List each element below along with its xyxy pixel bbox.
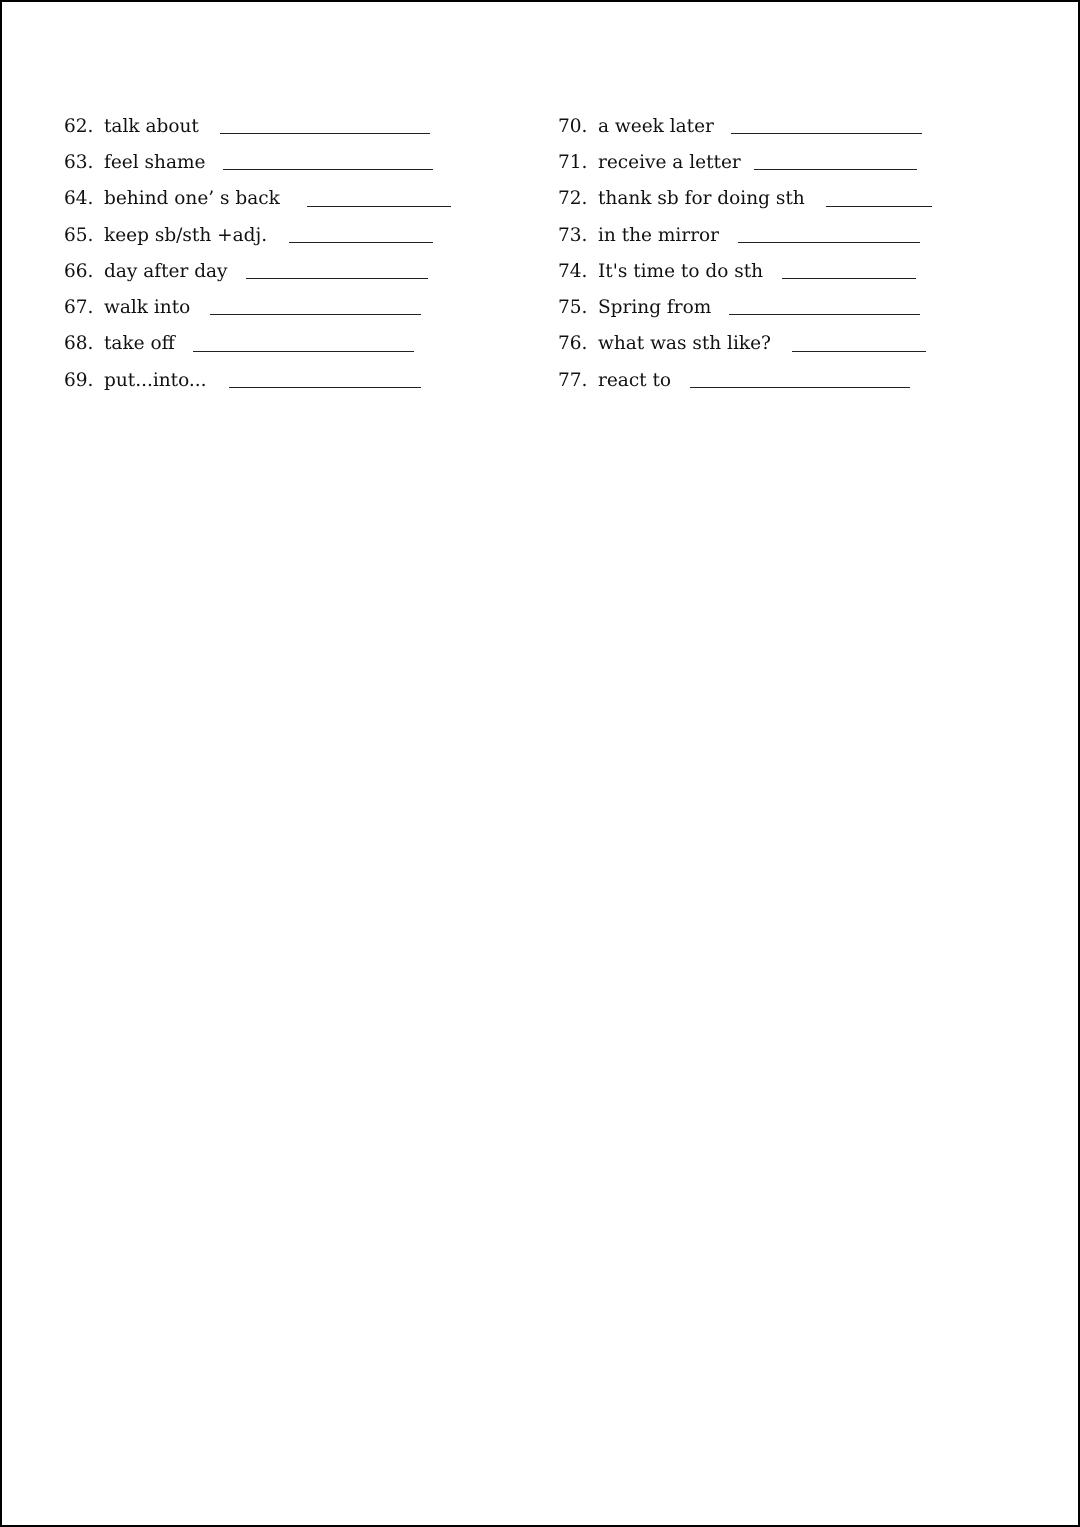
answer-blank[interactable] (289, 242, 433, 243)
answer-blank[interactable] (690, 387, 910, 388)
item-number: 74. (558, 260, 588, 282)
item-phrase: keep sb/sth +adj. (104, 224, 268, 246)
item-number: 72. (558, 188, 588, 210)
item-number: 69. (64, 369, 94, 391)
item-number: 76. (558, 333, 588, 355)
item-phrase: thank sb for doing sth (598, 188, 805, 210)
list-item-73 (558, 217, 805, 253)
right-column (558, 108, 805, 398)
item-number: 65. (64, 224, 94, 246)
list-item-76 (558, 326, 805, 362)
item-phrase: a week later (598, 115, 714, 137)
item-phrase: behind one’ s back (104, 188, 280, 210)
answer-blank[interactable] (193, 351, 414, 352)
answer-blank[interactable] (220, 133, 430, 134)
item-number: 71. (558, 151, 588, 173)
left-column (64, 108, 280, 398)
item-number: 66. (64, 260, 94, 282)
answer-blank[interactable] (754, 169, 917, 170)
list-item-70 (558, 108, 805, 144)
list-item-62 (64, 108, 280, 144)
list-item-69 (64, 362, 280, 398)
list-item-71 (558, 144, 805, 180)
item-phrase: what was sth like? (598, 333, 771, 355)
item-phrase: react to (598, 369, 672, 391)
answer-blank[interactable] (792, 351, 926, 352)
answer-blank[interactable] (307, 206, 451, 207)
answer-blank[interactable] (826, 206, 932, 207)
answer-blank[interactable] (738, 242, 920, 243)
item-number: 68. (64, 333, 94, 355)
item-number: 75. (558, 297, 588, 319)
list-item-64 (64, 181, 280, 217)
answer-blank[interactable] (229, 387, 421, 388)
list-item-77 (558, 362, 805, 398)
item-number: 64. (64, 188, 94, 210)
list-item-65 (64, 217, 280, 253)
answer-blank[interactable] (223, 169, 433, 170)
list-item-68 (64, 326, 280, 362)
item-number: 63. (64, 151, 94, 173)
item-number: 70. (558, 115, 588, 137)
answer-blank[interactable] (210, 314, 421, 315)
item-phrase: receive a letter (598, 151, 741, 173)
list-item-74 (558, 253, 805, 289)
item-phrase: talk about (104, 115, 199, 137)
answer-blank[interactable] (729, 314, 920, 315)
item-phrase: walk into (104, 297, 191, 319)
item-number: 62. (64, 115, 94, 137)
list-item-72 (558, 181, 805, 217)
answer-blank[interactable] (782, 278, 916, 279)
list-item-66 (64, 253, 280, 289)
list-item-75 (558, 289, 805, 325)
item-phrase: Spring from (598, 297, 712, 319)
item-phrase: feel shame (104, 151, 206, 173)
item-number: 77. (558, 369, 588, 391)
item-phrase: put...into... (104, 369, 207, 391)
item-phrase: in the mirror (598, 224, 720, 246)
item-number: 67. (64, 297, 94, 319)
item-phrase: day after day (104, 260, 228, 282)
item-number: 73. (558, 224, 588, 246)
item-phrase: take off (104, 333, 175, 355)
answer-blank[interactable] (246, 278, 428, 279)
item-phrase: It's time to do sth (598, 260, 764, 282)
answer-blank[interactable] (731, 133, 922, 134)
list-item-63 (64, 144, 280, 180)
list-item-67 (64, 289, 280, 325)
